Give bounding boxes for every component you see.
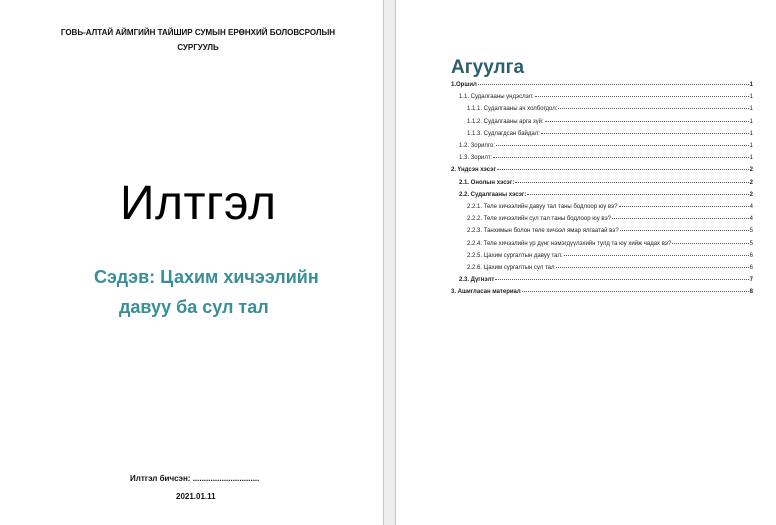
toc-entry-page: 2 — [749, 191, 753, 198]
toc-entry[interactable] — [451, 250, 753, 262]
toc-entry-text: 1.1.1. Судалгааны ач холбогдол: — [467, 106, 558, 113]
school-name — [48, 25, 348, 55]
toc-entry[interactable] — [451, 189, 753, 201]
toc-entry-page: 5 — [749, 228, 753, 235]
dot-leader — [558, 108, 748, 109]
toc-entry-text: 1.1.2. Судалгааны арга зүй: — [467, 118, 544, 125]
dot-leader — [556, 267, 749, 268]
dot-leader — [497, 169, 749, 170]
toc-entry-text: 2. Үндсэн хэсэг — [451, 167, 496, 174]
toc-entry-text: 2.2.5. Цахим сургалтын давуу тал: — [467, 252, 563, 259]
toc-entry-text: 2.2.1. Теле хичээлийн давуу тал таны бодлоор юу вэ? — [467, 204, 618, 211]
document-title: Илтгэл — [120, 177, 277, 230]
toc-entry-page: 1 — [749, 155, 753, 162]
toc-entry[interactable] — [451, 164, 753, 176]
date: 2021.01.11 — [176, 492, 216, 501]
toc-entry[interactable] — [451, 286, 753, 298]
toc-entry[interactable] — [451, 177, 753, 189]
dot-leader — [541, 133, 749, 134]
toc-entry-text: 2.2.4. Теле хичээлийн үр дүнг нэмэгдүүлэхийн тулд та юу хийж чадах вэ? — [467, 240, 672, 247]
author-line: Илтгэл бичсэн: .............................. — [130, 474, 260, 483]
toc-entry[interactable] — [451, 274, 753, 286]
dot-leader — [620, 230, 749, 231]
toc-entry-page: 1 — [749, 143, 753, 150]
dot-leader — [672, 243, 748, 244]
toc-entry-page: 5 — [749, 240, 753, 247]
toc-entry[interactable] — [451, 152, 753, 164]
toc-entry-text: 1.3. Зорилт: — [459, 155, 493, 162]
toc-entry-page: 1 — [749, 94, 753, 101]
toc-entry-text: 2.2.6. Цахим сургалтын сул тал — [467, 265, 555, 272]
toc-entry-text: 2.3. Дүгнэлт — [459, 277, 495, 284]
toc-entry[interactable] — [451, 238, 753, 250]
cover-page — [0, 0, 384, 525]
toc-entry-text: 1.2. Зорилго: — [459, 143, 495, 150]
toc-entry[interactable] — [451, 116, 753, 128]
toc-entry[interactable] — [451, 140, 753, 152]
toc-entry[interactable] — [451, 128, 753, 140]
toc-entry-text: 1.1.3. Судлагдсан байдал: — [467, 130, 540, 137]
toc-entry[interactable] — [451, 213, 753, 225]
toc-entry-page: 4 — [749, 204, 753, 211]
school-name-line-1: ГОВЬ-АЛТАЙ АЙМГИЙН ТАЙШИР СУМЫН ЕРӨНХИЙ БОЛОВСРОЛЫН — [60, 28, 336, 37]
dot-leader — [493, 157, 748, 158]
school-name-line-2: СУРГУУЛЬ — [177, 43, 219, 52]
toc-entry-page: 2 — [749, 167, 753, 174]
toc-entry-page: 1 — [749, 130, 753, 137]
dot-leader — [522, 291, 749, 292]
toc-heading: Агуулга — [451, 57, 525, 78]
toc-entry-page: 1 — [749, 82, 753, 88]
dot-leader — [527, 194, 748, 195]
toc-entry-page: 4 — [749, 216, 753, 223]
toc-entry[interactable] — [451, 201, 753, 213]
topic-line-1: Сэдэв: Цахим хичээлийн — [94, 267, 319, 287]
toc-entry-page: 1 — [749, 106, 753, 113]
toc-entry[interactable] — [451, 79, 753, 91]
toc-entry[interactable] — [451, 262, 753, 274]
toc-entry-text: 1.1. Судалгааны үндэслэл: — [459, 94, 534, 101]
toc-entry-page: 1 — [749, 118, 753, 125]
toc-entry-text: 2.2.2. Теле хичээлийн сул тал таны бодлоор юу вэ? — [467, 216, 611, 223]
toc-entry-page: 6 — [749, 252, 753, 259]
dot-leader — [619, 206, 749, 207]
dot-leader — [478, 84, 749, 85]
toc-entry-text: 1.Оршил — [451, 82, 477, 88]
dot-leader — [496, 145, 749, 146]
dot-leader — [612, 218, 749, 219]
toc-entry[interactable] — [451, 225, 753, 237]
toc-entry-text: 2.1. Онолын хэсэг: — [459, 179, 515, 186]
toc-entry-page: 7 — [749, 277, 753, 284]
toc-entry-page: 8 — [749, 289, 753, 296]
dot-leader — [545, 121, 749, 122]
dot-leader — [495, 279, 748, 280]
toc-entry-page: 6 — [749, 265, 753, 272]
dot-leader — [535, 96, 749, 97]
toc-entry-text: 3. Ашигласан материал — [451, 289, 521, 296]
topic-line-2: давуу ба сул тал — [119, 297, 269, 317]
table-of-contents — [451, 79, 753, 299]
toc-entry[interactable] — [451, 91, 753, 103]
toc-entry-page: 2 — [749, 179, 753, 186]
toc-entry-text: 2.2.3. Танхимын болон теле хичээл ямар ялгаатай вэ? — [467, 228, 619, 235]
toc-page — [395, 0, 776, 525]
dot-leader — [515, 182, 748, 183]
toc-entry[interactable] — [451, 103, 753, 115]
toc-entry-text: 2.2. Судалгааны хэсэг: — [459, 191, 527, 198]
dot-leader — [564, 255, 749, 256]
topic — [94, 262, 319, 322]
